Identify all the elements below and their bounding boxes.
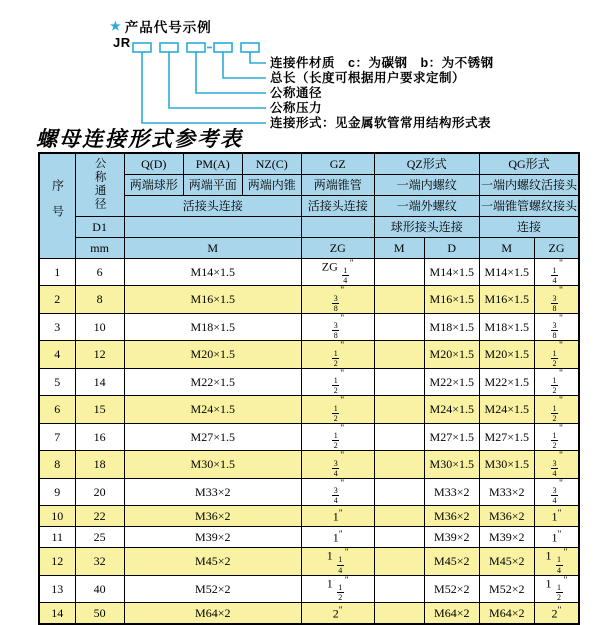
cell-thread-m: M22×1.5 <box>124 368 301 395</box>
code-label-pressure: 公称压力 <box>270 101 323 115</box>
cell-seq: 1 <box>39 259 75 286</box>
cell-qg-zg: $\frac{1}{2}$ " <box>534 423 579 450</box>
header-unit-zg: ZG <box>301 238 374 259</box>
table-row <box>39 603 579 625</box>
cell-thread-m: M52×2 <box>124 575 301 602</box>
table-row <box>39 506 579 527</box>
cell-thread-m: M30×1.5 <box>124 451 301 478</box>
cell-qg-m: M22×1.5 <box>479 368 534 395</box>
header-group-qg: QG形式 <box>479 153 579 175</box>
header-empty-m <box>124 217 301 238</box>
header-unit-qz-d: D <box>424 238 479 259</box>
cell-gz-zg: $\frac{1}{2}$ " <box>301 423 374 450</box>
header-row-units <box>39 238 579 259</box>
cell-qz-d: M30×1.5 <box>424 451 479 478</box>
cell-qg-zg: $\frac{1}{2}$ " <box>534 368 579 395</box>
cell-dn-mm: 12 <box>75 341 124 368</box>
cell-qg-zg: 1" <box>534 506 579 527</box>
code-box-2 <box>160 43 178 52</box>
cell-gz-zg: $\frac{3}{8}$ " <box>301 286 374 313</box>
cell-qz-d: M45×2 <box>424 548 479 575</box>
cell-gz-zg: 1 $\frac{1}{4}$ " <box>301 548 374 575</box>
table-row <box>39 313 579 340</box>
header-group-pma: PM(A) <box>183 153 242 175</box>
connector-line-3 <box>196 52 266 93</box>
header-d1: D1 <box>75 217 124 238</box>
nut-connection-table <box>38 152 580 625</box>
cell-dn-mm: 15 <box>75 396 124 423</box>
header-type-nzc: 两端内锥 <box>242 175 301 196</box>
cell-dn-mm: 14 <box>75 368 124 395</box>
cell-gz-zg: 2" <box>301 603 374 625</box>
cell-qz-m <box>374 451 424 478</box>
cell-qg-zg: $\frac{1}{4}$ " <box>534 259 579 286</box>
code-label-material: 连接件材质 c：为碳钢 b：为不锈钢 <box>270 56 494 70</box>
cell-gz-zg: $\frac{3}{4}$ " <box>301 478 374 505</box>
cell-qz-m <box>374 527 424 548</box>
code-prefix: JR <box>113 35 131 50</box>
cell-seq: 4 <box>39 341 75 368</box>
header-type-gz: 两端锥管 <box>301 175 374 196</box>
cell-dn-mm: 40 <box>75 575 124 602</box>
cell-thread-m: M24×1.5 <box>124 396 301 423</box>
header-seq: 序号 <box>39 153 75 259</box>
cell-qg-m: M16×1.5 <box>479 286 534 313</box>
cell-qg-m: M18×1.5 <box>479 313 534 340</box>
code-box-3 <box>187 43 205 52</box>
table-row <box>39 423 579 450</box>
cell-dn-mm: 8 <box>75 286 124 313</box>
cell-qg-zg: $\frac{3}{8}$ " <box>534 286 579 313</box>
cell-qg-zg: 1 $\frac{1}{2}$ " <box>534 575 579 602</box>
header-group-gz: GZ <box>301 153 374 175</box>
cell-gz-zg: $\frac{1}{2}$ " <box>301 341 374 368</box>
header-mm: mm <box>75 238 124 259</box>
cell-seq: 2 <box>39 286 75 313</box>
code-label-length: 总长（长度可根据用户要求定制） <box>270 71 466 85</box>
cell-qz-m <box>374 423 424 450</box>
cell-seq: 12 <box>39 548 75 575</box>
cell-gz-zg: $\frac{1}{2}$ " <box>301 396 374 423</box>
cell-qg-m: M33×2 <box>479 478 534 505</box>
cell-qz-m <box>374 478 424 505</box>
cell-qg-zg: $\frac{1}{2}$ " <box>534 396 579 423</box>
cell-qg-zg: 2" <box>534 603 579 625</box>
cell-qg-m: M45×2 <box>479 548 534 575</box>
cell-qg-zg: $\frac{3}{4}$ " <box>534 478 579 505</box>
cell-qz-m <box>374 548 424 575</box>
cell-gz-zg: 1 $\frac{1}{2}$ " <box>301 575 374 602</box>
header-type-qg: 一端内螺纹活接头 <box>479 175 579 196</box>
cell-qz-m <box>374 341 424 368</box>
cell-thread-m: M18×1.5 <box>124 313 301 340</box>
cell-qg-m: M20×1.5 <box>479 341 534 368</box>
cell-qz-m <box>374 313 424 340</box>
cell-qz-m <box>374 575 424 602</box>
cell-dn-mm: 32 <box>75 548 124 575</box>
cell-gz-zg: $\frac{1}{2}$ " <box>301 368 374 395</box>
cell-gz-zg: 1" <box>301 506 374 527</box>
header-unit-qg-m: M <box>479 238 534 259</box>
cell-qg-m: M30×1.5 <box>479 451 534 478</box>
cell-qz-m <box>374 603 424 625</box>
header-type-qd: 两端球形 <box>124 175 183 196</box>
header-row-subconnections <box>39 217 579 238</box>
cell-qg-m: M27×1.5 <box>479 423 534 450</box>
table-row <box>39 548 579 575</box>
cell-thread-m: M14×1.5 <box>124 259 301 286</box>
cell-thread-m: M27×1.5 <box>124 423 301 450</box>
cell-dn-mm: 18 <box>75 451 124 478</box>
cell-qz-d: M24×1.5 <box>424 396 479 423</box>
cell-qg-zg: $\frac{3}{4}$ " <box>534 451 579 478</box>
connector-line-5 <box>142 52 266 123</box>
star-icon: ★ <box>110 19 122 33</box>
cell-dn-mm: 16 <box>75 423 124 450</box>
table-body <box>39 259 579 625</box>
cell-gz-zg: $\frac{3}{4}$ " <box>301 451 374 478</box>
cell-dn-mm: 25 <box>75 527 124 548</box>
cell-qg-m: M52×2 <box>479 575 534 602</box>
cell-thread-m: M45×2 <box>124 548 301 575</box>
cell-seq: 10 <box>39 506 75 527</box>
cell-seq: 11 <box>39 527 75 548</box>
table-row <box>39 396 579 423</box>
cell-thread-m: M64×2 <box>124 603 301 625</box>
connector-line-4 <box>169 52 266 108</box>
table-row <box>39 527 579 548</box>
header-dn: 公称通径 <box>75 153 124 217</box>
cell-qg-zg: $\frac{1}{2}$ " <box>534 341 579 368</box>
code-label-diameter: 公称通径 <box>270 86 323 100</box>
table-row <box>39 341 579 368</box>
header-type-qz: 一端内螺纹 <box>374 175 479 196</box>
header-subconn-qz: 球形接头连接 <box>374 217 479 238</box>
cell-qz-d: M33×2 <box>424 478 479 505</box>
cell-dn-mm: 22 <box>75 506 124 527</box>
header-conn-union: 活接头连接 <box>124 196 301 217</box>
cell-dn-mm: 6 <box>75 259 124 286</box>
cell-qz-m <box>374 396 424 423</box>
cell-seq: 6 <box>39 396 75 423</box>
cell-gz-zg: 1" <box>301 527 374 548</box>
cell-thread-m: M36×2 <box>124 506 301 527</box>
header-type-pma: 两端平面 <box>183 175 242 196</box>
cell-qg-m: M36×2 <box>479 506 534 527</box>
table-row <box>39 451 579 478</box>
cell-qz-m <box>374 506 424 527</box>
table-row <box>39 575 579 602</box>
table-row <box>39 478 579 505</box>
code-label-connection: 连接形式：见金属软管常用结构形式表 <box>270 116 492 130</box>
connector-line-1 <box>250 52 266 63</box>
table-title: 螺母连接形式参考表 <box>36 127 243 151</box>
cell-seq: 8 <box>39 451 75 478</box>
cell-dn-mm: 20 <box>75 478 124 505</box>
header-unit-m: M <box>124 238 301 259</box>
header-conn-qg: 一端锥管螺纹接头 <box>479 196 579 217</box>
header-group-nzc: NZ(C) <box>242 153 301 175</box>
table-row <box>39 368 579 395</box>
diagram-heading <box>110 16 212 36</box>
cell-seq: 3 <box>39 313 75 340</box>
cell-dn-mm: 10 <box>75 313 124 340</box>
connector-line-2 <box>223 52 266 78</box>
cell-qz-d: M22×1.5 <box>424 368 479 395</box>
cell-qz-d: M18×1.5 <box>424 313 479 340</box>
table-row <box>39 259 579 286</box>
cell-qg-m: M24×1.5 <box>479 396 534 423</box>
cell-qz-d: M52×2 <box>424 575 479 602</box>
cell-thread-m: M16×1.5 <box>124 286 301 313</box>
header-conn-qz: 一端外螺纹 <box>374 196 479 217</box>
cell-gz-zg: $\frac{3}{8}$ " <box>301 313 374 340</box>
header-conn-gz: 活接头连接 <box>301 196 374 217</box>
cell-dn-mm: 50 <box>75 603 124 625</box>
header-unit-qg-zg: ZG <box>534 238 579 259</box>
code-box-5 <box>241 43 259 52</box>
header-group-qd: Q(D) <box>124 153 183 175</box>
cell-seq: 14 <box>39 603 75 625</box>
cell-qg-zg: 1 $\frac{1}{4}$ " <box>534 548 579 575</box>
cell-qz-m <box>374 286 424 313</box>
cell-qz-d: M16×1.5 <box>424 286 479 313</box>
table-row <box>39 286 579 313</box>
cell-qz-d: M64×2 <box>424 603 479 625</box>
cell-seq: 9 <box>39 478 75 505</box>
diagram-heading-text: 产品代号示例 <box>124 20 212 35</box>
header-group-qz: QZ形式 <box>374 153 479 175</box>
header-empty-gz <box>301 217 374 238</box>
table-header <box>39 153 579 259</box>
cell-seq: 7 <box>39 423 75 450</box>
cell-qg-m: M14×1.5 <box>479 259 534 286</box>
header-unit-qz-m: M <box>374 238 424 259</box>
code-box-4 <box>214 43 232 52</box>
cell-qg-m: M39×2 <box>479 527 534 548</box>
code-box-1 <box>133 43 151 52</box>
cell-qz-d: M14×1.5 <box>424 259 479 286</box>
cell-qz-d: M36×2 <box>424 506 479 527</box>
cell-seq: 5 <box>39 368 75 395</box>
cell-qz-d: M27×1.5 <box>424 423 479 450</box>
header-row-groups <box>39 153 579 175</box>
cell-thread-m: M33×2 <box>124 478 301 505</box>
cell-qg-zg: 1" <box>534 527 579 548</box>
cell-thread-m: M39×2 <box>124 527 301 548</box>
cell-thread-m: M20×1.5 <box>124 341 301 368</box>
cell-seq: 13 <box>39 575 75 602</box>
cell-qz-d: M39×2 <box>424 527 479 548</box>
cell-qz-d: M20×1.5 <box>424 341 479 368</box>
cell-qg-m: M64×2 <box>479 603 534 625</box>
cell-qz-m <box>374 259 424 286</box>
cell-qz-m <box>374 368 424 395</box>
header-subconn-qg: 连接 <box>479 217 579 238</box>
cell-gz-zg: ZG $\frac{1}{4}$ " <box>301 259 374 286</box>
cell-qg-zg: $\frac{3}{8}$ " <box>534 313 579 340</box>
